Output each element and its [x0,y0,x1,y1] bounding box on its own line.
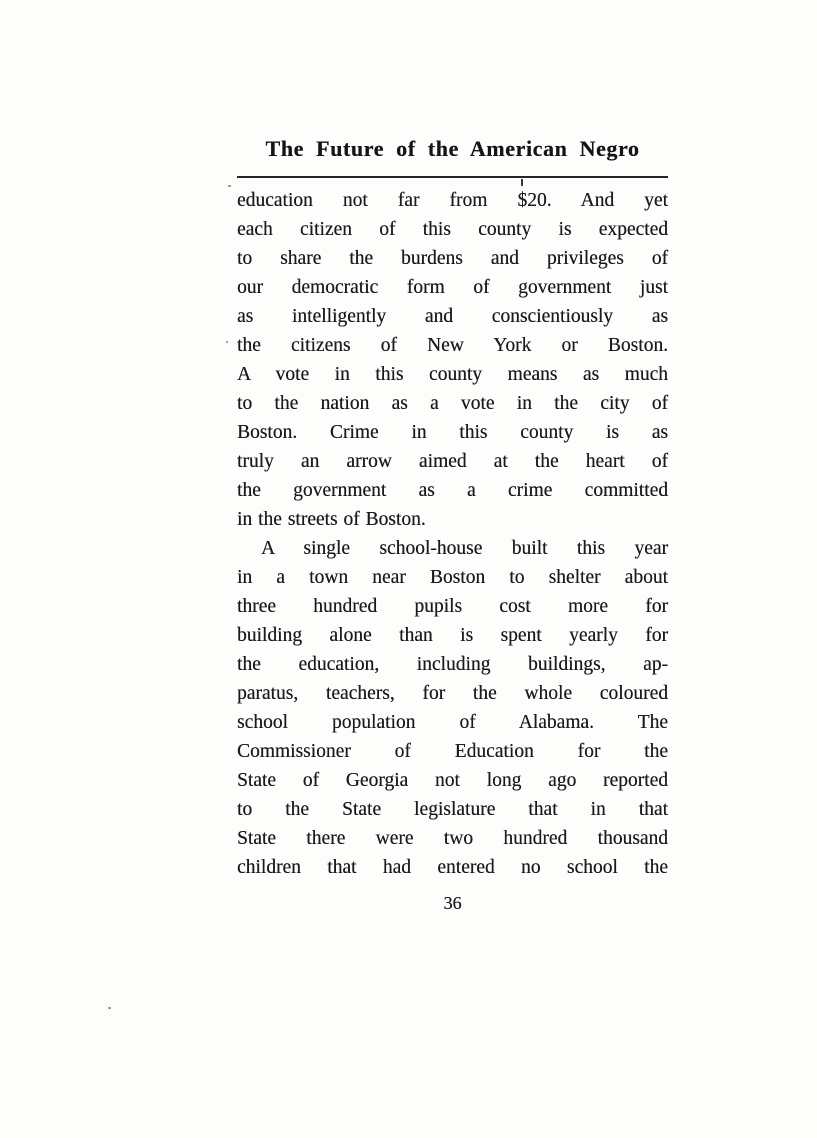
text-line: children that had entered no school the [237,857,668,878]
text-line: paratus, teachers, for the whole coloured [237,683,668,704]
scan-artifact-tick [521,179,523,186]
page-number: 36 [443,893,462,913]
text-line: A vote in this county means as much [237,364,668,385]
text-line: school population of Alabama. The [237,712,668,733]
scan-speck [108,1007,111,1009]
text-line: in a town near Boston to shelter about [237,567,668,588]
text-line: State of Georgia not long ago reported [237,770,668,791]
text-line: building alone than is spent yearly for [237,625,668,646]
text-line: A single school-house built this year [261,538,668,559]
text-line: truly an arrow aimed at the heart of [237,451,668,472]
running-head: The Future of the American Negro [265,136,640,161]
scan-speck [226,341,228,343]
scan-speck [228,185,231,187]
text-line: each citizen of this county is expected [237,219,668,240]
header-rule [237,176,668,178]
text-line: to the nation as a vote in the city of [237,393,668,414]
text-line: State there were two hundred thousand [237,828,668,849]
text-line: to share the burdens and privileges of [237,248,668,269]
text-line: the education, including buildings, ap- [237,654,668,675]
text-line: our democratic form of government just [237,277,668,298]
text-line: the government as a crime committed [237,480,668,501]
text-line: three hundred pupils cost more for [237,596,668,617]
body-text [237,186,668,882]
text-line: education not far from $20. And yet [237,190,668,211]
text-line: the citizens of New York or Boston. [237,335,668,356]
text-line: Commissioner of Education for the [237,741,668,762]
text-line: as intelligently and conscientiously as [237,306,668,327]
text-line: Boston. Crime in this county is as [237,422,668,443]
text-line: to the State legislature that in that [237,799,668,820]
text-line: in the streets of Boston. [237,509,426,530]
